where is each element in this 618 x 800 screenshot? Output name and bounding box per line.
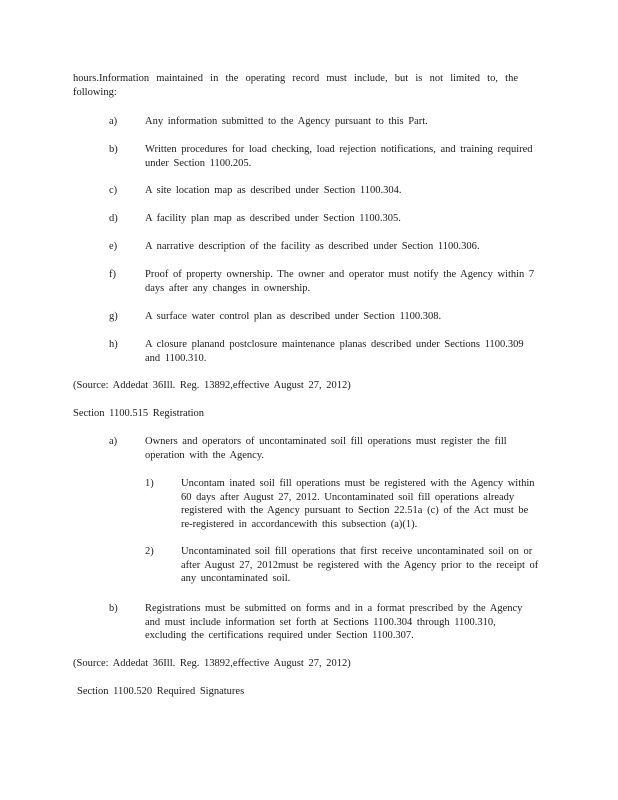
list-text: Uncontaminated soil fill operations that first receive uncontaminated soil on or after August 27, 2012must be registered with the Agency prior to the receipt of any uncontaminated soil. — [181, 546, 539, 585]
intro-paragraph: hours.Information maintained in the operating record must include, but is not limited to, the following: — [73, 73, 518, 98]
list-text: Written procedures for load checking, load rejection notifications, and training required under Section 1100.205. — [145, 144, 533, 169]
list-text: Any information submitted to the Agency pursuant to this Part. — [145, 116, 428, 127]
list-text: A surface water control plan as described under Section 1100.308. — [145, 311, 442, 322]
source-note: (Source: Addedat 36Ill. Reg. 13892,effective August 27, 2012) — [73, 380, 351, 391]
section-heading-1100-520: Section 1100.520 Required Signatures — [77, 686, 245, 697]
list-text: A narrative description of the facility as described under Section 1100.306. — [145, 241, 480, 252]
section-heading-1100-515: Section 1100.515 Registration — [73, 408, 205, 419]
list-label: e) — [109, 241, 118, 252]
list-label: a) — [109, 116, 118, 127]
list-text: Owners and operators of uncontaminated soil fill operations must register the fill operation with the Agency. — [145, 436, 507, 461]
list-label: c) — [109, 185, 118, 196]
list-label: d) — [109, 213, 118, 224]
list-label: 2) — [145, 546, 154, 557]
source-note: (Source: Addedat 36Ill. Reg. 13892,effective August 27, 2012) — [73, 658, 351, 669]
list-text: A site location map as described under Section 1100.304. — [145, 185, 402, 196]
list-label: a) — [109, 436, 118, 447]
list-text: A facility plan map as described under Section 1100.305. — [145, 213, 401, 224]
list-label: h) — [109, 339, 118, 350]
list-text: Registrations must be submitted on forms and in a format prescribed by the Agency and must include information set forth at Sections 1100.304 through 1100.310, excluding the certifications required under Section 1100.307. — [145, 603, 523, 642]
list-text: A closure planand postclosure maintenance planas described under Sections 1100.309 and 1100.310. — [145, 339, 524, 364]
list-label: 1) — [145, 478, 154, 489]
list-text: Uncontam inated soil fill operations must be registered with the Agency within 60 days after August 27, 2012. Uncontaminated soil fill operations already registered with the Agency pursuant to Section 22.51a (c) of the Act must be re-registered in accordancewith this subsection (a)(1). — [181, 478, 535, 530]
list-text: Proof of property ownership. The owner and operator must notify the Agency within 7 days after any changes in ownership. — [145, 269, 535, 294]
list-label: b) — [109, 603, 118, 614]
list-label: g) — [109, 311, 118, 322]
list-label: b) — [109, 144, 118, 155]
list-label: f) — [109, 269, 116, 280]
